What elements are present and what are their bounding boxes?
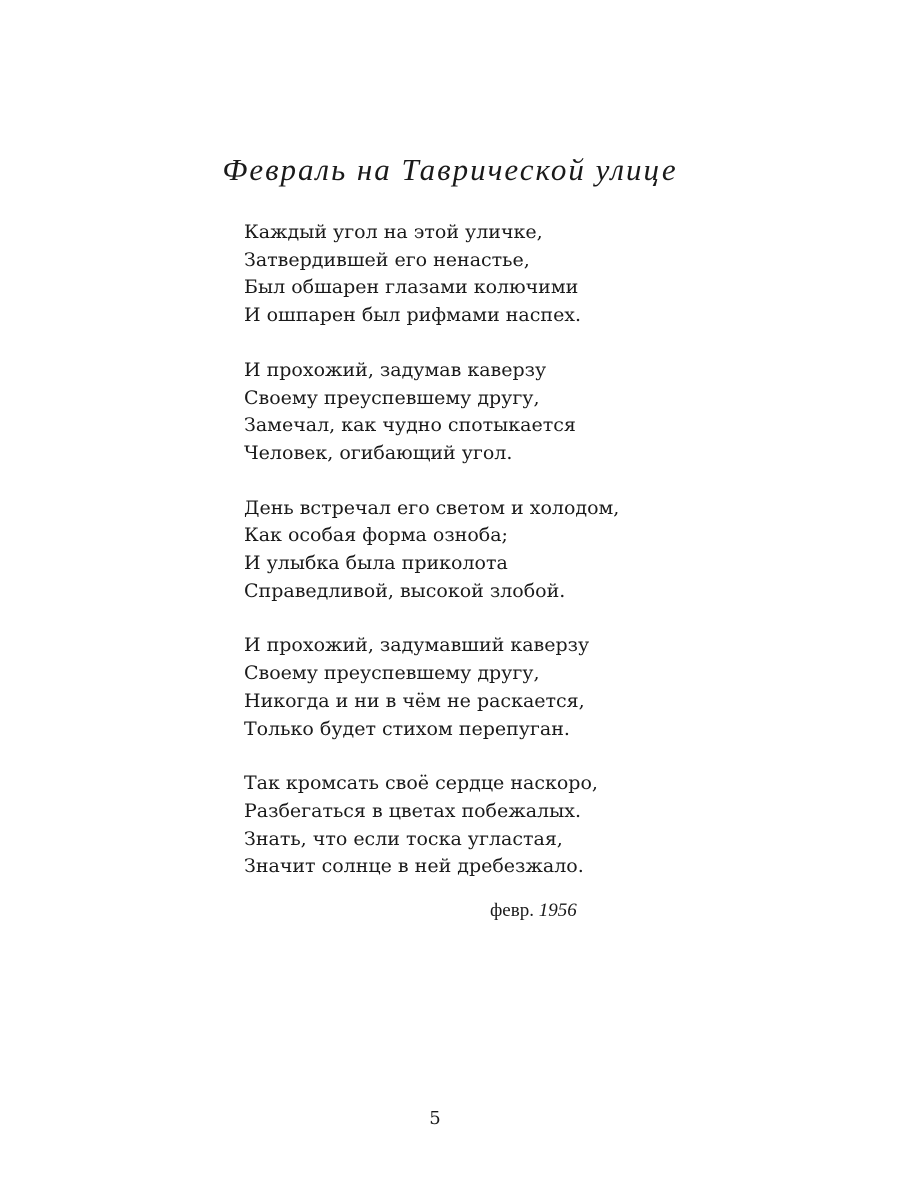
poem-line: День встречал его светом и холодом, bbox=[244, 496, 620, 519]
poem-line: Только будет стихом перепуган. bbox=[244, 717, 570, 740]
poem-line: Знать, что если тоска угластая, bbox=[244, 827, 563, 850]
poem-date-year: 1956 bbox=[538, 900, 577, 921]
poem-line: И прохожий, задумав каверзу bbox=[244, 358, 547, 381]
poem-line: И улыбка была приколота bbox=[244, 552, 508, 575]
poem-line: Был обшарен глазами колючими bbox=[244, 276, 579, 299]
stanza-3 bbox=[244, 495, 704, 606]
poem-line: Так кромсать своё сердце наскоро, bbox=[244, 772, 598, 795]
stanza-4 bbox=[244, 632, 704, 743]
poem-line: Затвердившей его ненастье, bbox=[244, 248, 530, 271]
poem-body bbox=[244, 219, 704, 908]
poem-line: И ошпарен был рифмами наспех. bbox=[244, 304, 582, 327]
poem-title: Февраль на Таврической улице bbox=[222, 152, 678, 187]
poem-line: Разбегаться в цветах побежалых. bbox=[244, 799, 581, 822]
stanza-5 bbox=[244, 770, 704, 881]
poem-date bbox=[490, 900, 600, 922]
poem-line: Своему преуспевшему другу, bbox=[244, 662, 540, 685]
poem-line: Каждый угол на этой уличке, bbox=[244, 221, 543, 243]
poem-line: И прохожий, задумавший каверзу bbox=[244, 634, 590, 657]
stanza-1 bbox=[244, 219, 704, 330]
stanza-2 bbox=[244, 357, 704, 468]
poem-line: Справедливой, высокой злобой. bbox=[244, 579, 566, 602]
poem-line: Своему преуспевшему другу, bbox=[244, 386, 540, 409]
poem-line: Как особая форма озноба; bbox=[244, 524, 508, 547]
poem-date-month: февр. bbox=[490, 900, 534, 921]
poem-line: Замечал, как чудно спотыкается bbox=[244, 414, 576, 437]
poem-line: Никогда и ни в чём не раскается, bbox=[244, 689, 585, 712]
poem-line: Значит солнце в ней дребезжало. bbox=[244, 855, 584, 878]
page-number: 5 bbox=[429, 1108, 441, 1129]
poem-line: Человек, огибающий угол. bbox=[244, 441, 513, 464]
